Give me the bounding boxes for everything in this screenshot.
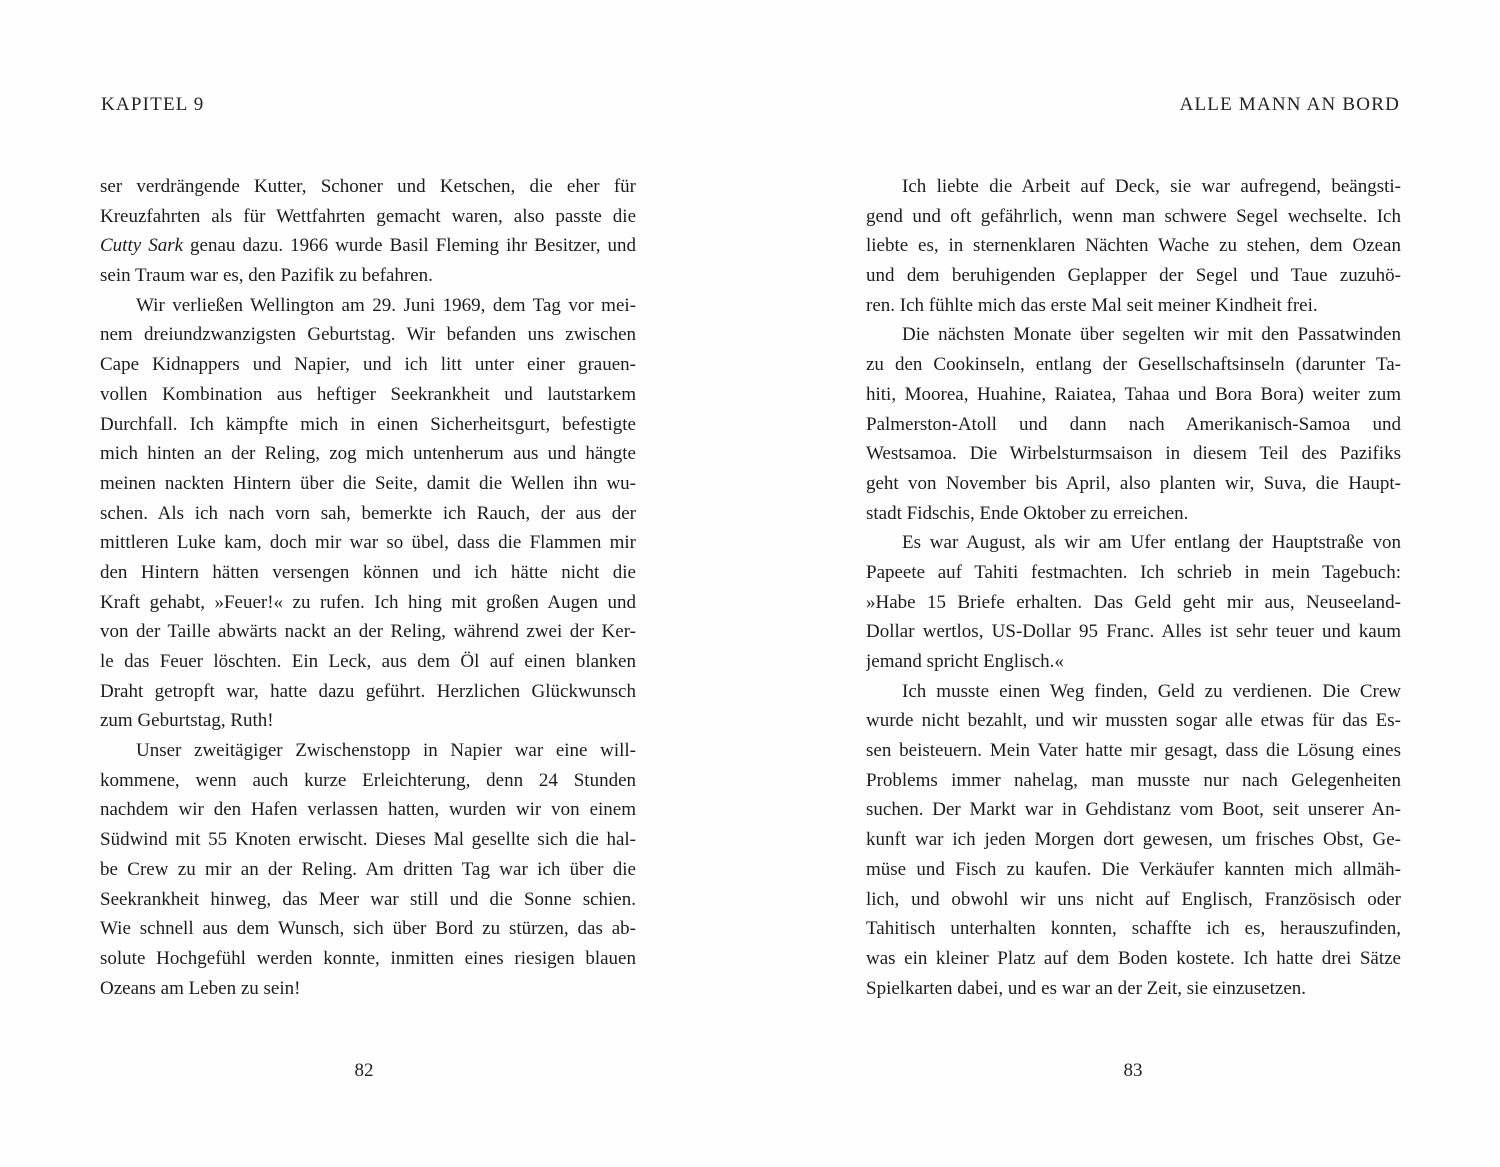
text-line: Papeete auf Tahiti festmachten. Ich schrieb in mein Tagebuch: <box>866 561 1401 583</box>
text-line: vollen Kombination aus heftiger Seekrankheit und lautstarkem <box>100 383 636 405</box>
italic-text: Cutty Sark <box>100 235 184 257</box>
text-line: zu den Cookinseln, entlang der Gesellschaftsinseln (darunter Ta- <box>866 354 1401 376</box>
text-line: schen. Als ich nach vorn sah, bemerkte ich Rauch, der aus der <box>100 502 636 524</box>
page-body-right <box>866 172 1401 1003</box>
text-line: Unser zweitägiger Zwischenstopp in Napier war eine will- <box>136 740 636 762</box>
text-line: geht von November bis April, also planten wir, Suva, die Haupt- <box>866 472 1401 494</box>
text-line: Palmerston-Atoll und dann nach Amerikanisch-Samoa und <box>866 413 1401 435</box>
text-line: nachdem wir den Hafen verlassen hatten, wurden wir von einem <box>100 799 636 821</box>
text-line: wurde nicht bezahlt, und wir mussten sogar alle etwas für das Es- <box>866 710 1401 732</box>
text-line <box>100 231 636 261</box>
text-line: stadt Fidschis, Ende Oktober zu erreichen. <box>866 502 1189 524</box>
text-line: liebte es, in sternenklaren Nächten Wache zu stehen, dem Ozean <box>866 235 1401 257</box>
text-line: gend und oft gefährlich, wenn man schwere Segel wechselte. Ich <box>866 205 1401 227</box>
text-line: Kraft gehabt, »Feuer!« zu rufen. Ich hing mit großen Augen und <box>100 591 636 613</box>
text-line: Ich musste einen Weg finden, Geld zu verdienen. Die Crew <box>902 680 1401 702</box>
text-line: Die nächsten Monate über segelten wir mit den Passatwinden <box>902 324 1401 346</box>
text-line: sen beisteuern. Mein Vater hatte mir gesagt, dass die Lösung eines <box>866 740 1401 762</box>
text-line: le das Feuer löschten. Ein Leck, aus dem Öl auf einen blanken <box>100 651 636 672</box>
plain-text: genau dazu. 1966 wurde Basil Fleming ihr Besitzer, und <box>183 235 636 257</box>
text-line: müse und Fisch zu kaufen. Die Verkäufer kannten mich allmäh- <box>866 858 1401 880</box>
text-line: nem dreiundzwanzigsten Geburtstag. Wir befanden uns zwischen <box>100 324 636 346</box>
text-line: ser verdrängende Kutter, Schoner und Ketschen, die eher für <box>100 176 636 197</box>
text-line: Seekrankheit hinweg, das Meer war still und die Sonne schien. <box>100 888 636 910</box>
text-line: Kreuzfahrten als für Wettfahrten gemacht waren, also passte die <box>100 205 636 227</box>
text-line: mich hinten an der Reling, zog mich untenherum aus und hängte <box>100 443 636 465</box>
text-line: Wie schnell aus dem Wunsch, sich über Bord zu stürzen, das ab- <box>100 918 636 940</box>
text-line: kunft war ich jeden Morgen dort gewesen, um frisches Obst, Ge- <box>866 829 1401 851</box>
text-line: solute Hochgefühl werden konnte, inmitten eines riesigen blauen <box>100 947 636 969</box>
text-line: »Habe 15 Briefe erhalten. Das Geld geht mir aus, Neuseeland- <box>866 591 1401 613</box>
text-line: lich, und obwohl wir uns nicht auf Englisch, Französisch oder <box>866 888 1401 910</box>
text-line: Südwind mit 55 Knoten erwischt. Dieses Mal gesellte sich die hal- <box>100 829 636 851</box>
text-line: suchen. Der Markt war in Gehdistanz vom Boot, seit unserer An- <box>866 799 1401 821</box>
text-line: Spielkarten dabei, und es war an der Zeit, sie einzusetzen. <box>866 977 1306 999</box>
text-line: Draht getropft war, hatte dazu geführt. Herzlichen Glückwunsch <box>100 680 636 702</box>
text-line: und dem beruhigenden Geplapper der Segel und Taue zuzuhö- <box>866 265 1401 287</box>
text-line: Cape Kidnappers und Napier, und ich litt unter einer grauen- <box>100 354 636 376</box>
text-line: Wir verließen Wellington am 29. Juni 1969, dem Tag vor mei- <box>136 294 636 316</box>
text-line: Problems immer nahelag, man musste nur nach Gelegenheiten <box>866 769 1401 791</box>
text-line: hiti, Moorea, Huahine, Raiatea, Tahaa und Bora Bora) weiter zum <box>866 383 1401 405</box>
text-line: kommene, wenn auch kurze Erleichterung, denn 24 Stunden <box>100 769 636 791</box>
page-body-left <box>100 172 636 1003</box>
running-header-right: ALLE MANN AN BORD <box>1179 94 1400 115</box>
page-number-right: 83 <box>1123 1060 1143 1081</box>
text-line: Westsamoa. Die Wirbelsturmsaison in diesem Teil des Pazifiks <box>866 443 1401 465</box>
text-line: von der Taille abwärts nackt an der Reling, während zwei der Ker- <box>100 621 636 643</box>
running-header-left: KAPITEL 9 <box>101 94 205 115</box>
text-line: was ein kleiner Platz auf dem Boden kostete. Ich hatte drei Sätze <box>866 947 1401 969</box>
text-line: Ozeans am Leben zu sein! <box>100 977 301 999</box>
text-line: Ich liebte die Arbeit auf Deck, sie war aufregend, beängsti- <box>902 176 1401 197</box>
page-number-left: 82 <box>354 1060 374 1081</box>
text-line: zum Geburtstag, Ruth! <box>100 710 274 732</box>
text-line: be Crew zu mir an der Reling. Am dritten Tag war ich über die <box>100 858 636 880</box>
text-line: Tahitisch unterhalten konnten, schaffte ich es, herauszufinden, <box>866 918 1401 940</box>
text-line: mittleren Luke kam, doch mir war so übel, dass die Flammen mir <box>100 532 636 554</box>
text-line: jemand spricht Englisch.« <box>866 651 1064 672</box>
text-line: sein Traum war es, den Pazifik zu befahren. <box>100 265 433 287</box>
text-line: Dollar wertlos, US-Dollar 95 Franc. Alles ist sehr teuer und kaum <box>866 621 1401 643</box>
text-line: Durchfall. Ich kämpfte mich in einen Sicherheitsgurt, befestigte <box>100 413 636 435</box>
text-line: ren. Ich fühlte mich das erste Mal seit meiner Kindheit frei. <box>866 294 1318 316</box>
text-line: Es war August, als wir am Ufer entlang der Hauptstraße von <box>902 532 1401 554</box>
text-line: den Hintern hätten versengen können und ich hätte nicht die <box>100 561 636 583</box>
text-line: meinen nackten Hintern über die Seite, damit die Wellen ihn wu- <box>100 472 636 494</box>
